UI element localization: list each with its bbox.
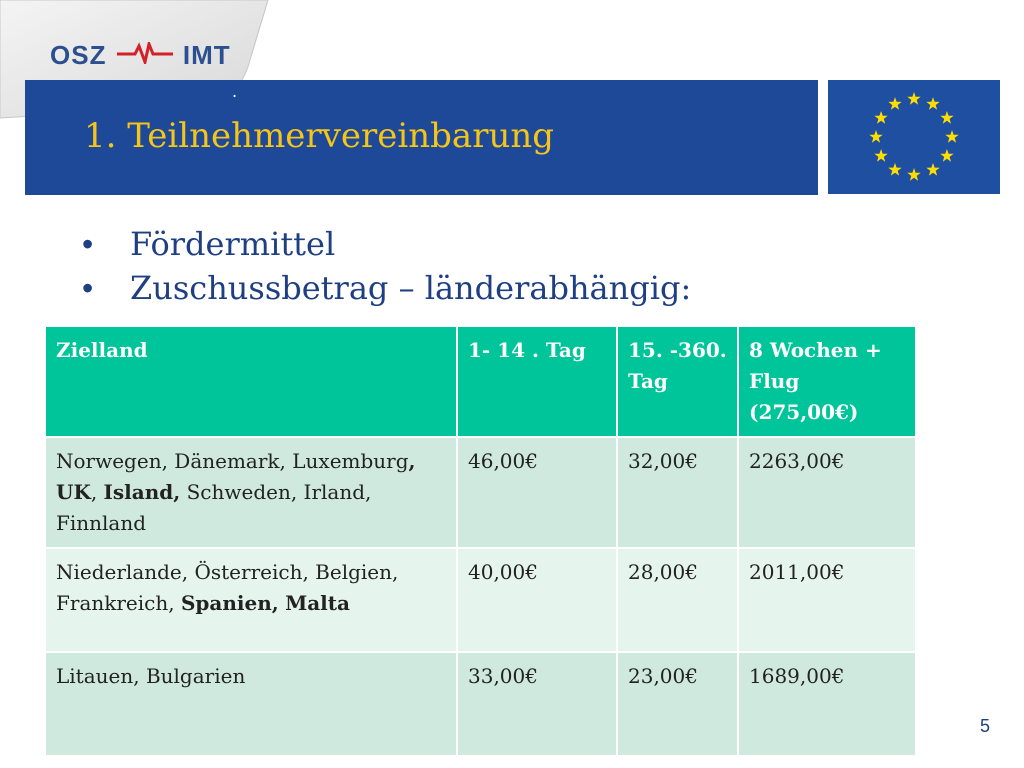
value-cell: 2011,00€ (738, 548, 916, 652)
logo-right: IMT (182, 40, 231, 70)
country-bold: Malta (285, 591, 350, 615)
country-bold: UK (56, 480, 91, 504)
country-bold: , (271, 591, 279, 615)
country-text: Niederlande, Österreich, Belgien, Frankreich, (56, 560, 399, 615)
country-bold: Island (103, 480, 174, 504)
country-bold: , (173, 480, 181, 504)
table-row (45, 548, 916, 652)
country-text: Schweden, Irland, Finnland (56, 480, 372, 535)
value-cell: 46,00€ (457, 437, 617, 548)
page-number: 5 (979, 716, 990, 736)
funding-table (44, 325, 917, 757)
country-bold: Spanien (180, 591, 272, 615)
eu-stars-icon (828, 80, 1000, 194)
bullet-marker: • (82, 270, 94, 306)
header-day-1-14: 1- 14 . Tag (457, 326, 617, 437)
header-8-weeks-flight: 8 Wochen + Flug (275,00€) (738, 326, 916, 437)
eu-star (940, 111, 953, 124)
country-cell (45, 548, 457, 652)
eu-star (926, 97, 939, 110)
logo-separator (117, 40, 181, 70)
eu-star (874, 111, 887, 124)
bullet-marker: • (82, 226, 94, 262)
eu-star (888, 97, 901, 110)
eu-star (907, 168, 920, 181)
table-header-row (45, 326, 916, 437)
value-cell: 28,00€ (617, 548, 738, 652)
country-text: , (90, 480, 104, 504)
osz-imt-logo (50, 40, 231, 71)
eu-star (945, 130, 958, 143)
value-cell: 1689,00€ (738, 652, 916, 756)
header-zielland: Zielland (45, 326, 457, 437)
value-cell: 32,00€ (617, 437, 738, 548)
eu-flag (828, 80, 1000, 194)
eu-star (940, 149, 953, 162)
eu-star (874, 149, 887, 162)
bullet-list (82, 222, 691, 310)
banner-dot: . (232, 82, 238, 101)
value-cell: 23,00€ (617, 652, 738, 756)
header-day-15-360: 15. -360. Tag (617, 326, 738, 437)
eu-star (888, 163, 901, 176)
page-title: 1. Teilnehmervereinbarung (84, 116, 555, 156)
eu-star (926, 163, 939, 176)
country-text: Norwegen, Dänemark, Luxemburg (56, 449, 409, 473)
bullet-item (82, 266, 691, 310)
heartbeat-icon (117, 42, 173, 64)
country-cell: Litauen, Bulgarien (45, 652, 457, 756)
logo-left: OSZ (50, 40, 107, 70)
bullet-text: Zuschussbetrag – länderabhängig: (130, 269, 692, 307)
country-cell (45, 437, 457, 548)
eu-star (907, 92, 920, 105)
value-cell: 2263,00€ (738, 437, 916, 548)
table-row (45, 652, 916, 756)
bullet-item (82, 222, 691, 266)
country-bold: , (408, 449, 416, 473)
value-cell: 33,00€ (457, 652, 617, 756)
bullet-text: Fördermittel (130, 225, 336, 263)
table-row (45, 437, 916, 548)
eu-star (869, 130, 882, 143)
value-cell: 40,00€ (457, 548, 617, 652)
